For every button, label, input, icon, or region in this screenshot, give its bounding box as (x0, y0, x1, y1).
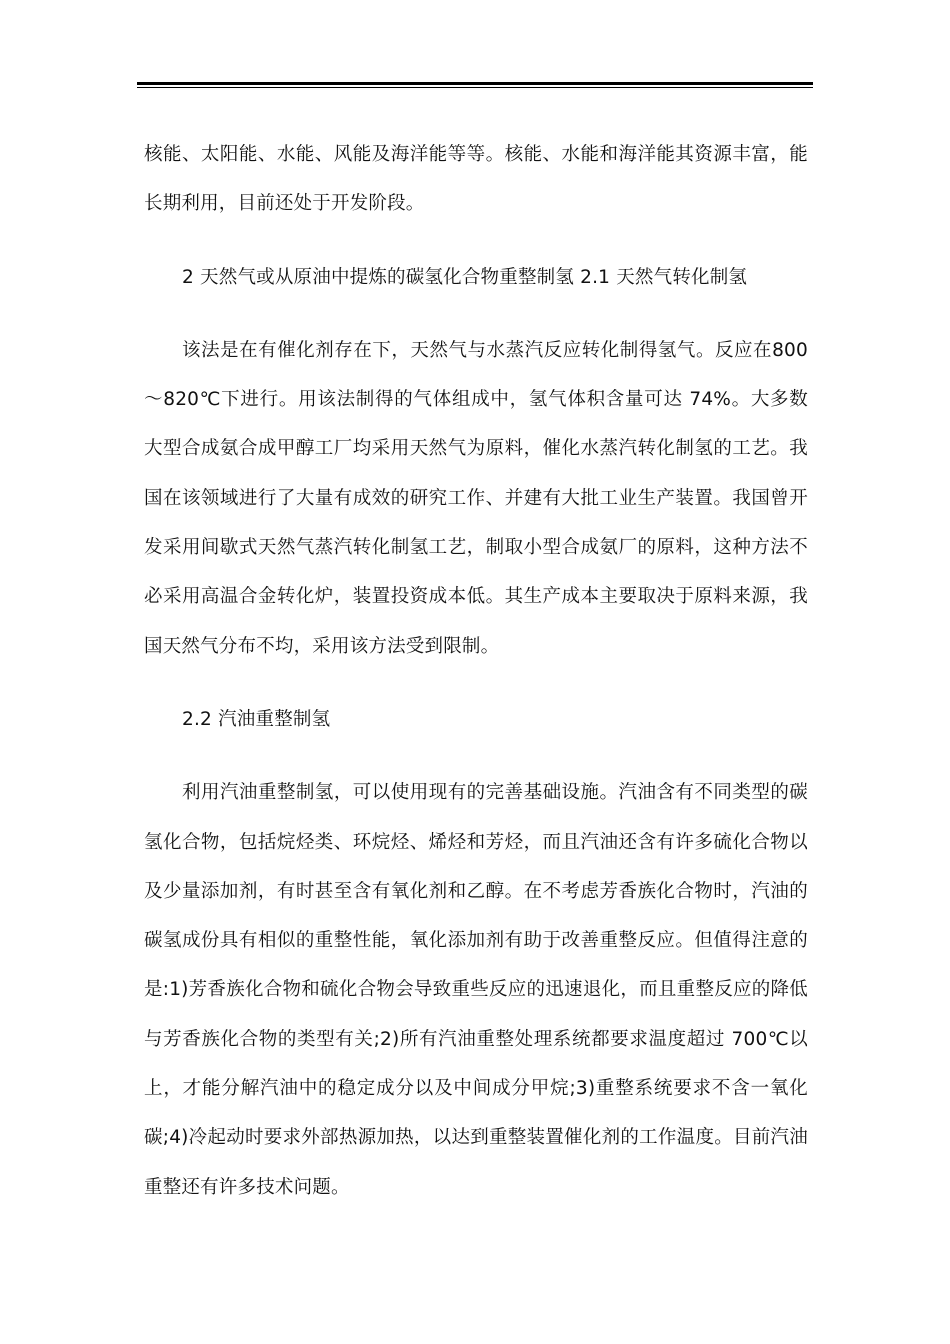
paragraph-natural-gas-reforming: 该法是在有催化剂存在下，天然气与水蒸汽反应转化制得氢气。反应在800～820℃下进行。用该法制得的气体组成中，氢气体积含量可达 74%。大多数大型合成氨合成甲醇工厂均采用天然气为原料，催化水蒸汽转化制氢的工艺。我国在该领域进行了大量有成效的研究工作、并建有大批工业生产装置。我国曾开发采用间歇式天然气蒸汽转化制氢工艺，制取小型合成氨厂的原料，这种方法不必采用高温合金转化炉，装置投资成本低。其生产成本主要取决于原料来源，我国天然气分布不均，采用该方法受到限制。 (144, 339, 808, 657)
paragraph-gasoline-reforming: 利用汽油重整制氢，可以使用现有的完善基础设施。汽油含有不同类型的碳氢化合物，包括烷烃类、环烷烃、烯烃和芳烃，而且汽油还含有许多硫化合物以及少量添加剂，有时甚至含有氧化剂和乙醇。在不考虑芳香族化合物时，汽油的碳氢成份具有相似的重整性能，氧化添加剂有助于改善重整反应。但值得注意的是:1)芳香族化合物和硫化合物会导致重些反应的迅速退化，而且重整反应的降低与芳香族化合物的类型有关;2)所有汽油重整处理系统都要求温度超过 700℃以上，才能分解汽油中的稳定成分以及中间成分甲烷;3)重整系统要求不含一氧化碳;4)冷起动时要求外部热源加热，以达到重整装置催化剂的工作温度。目前汽油重整还有许多技术问题。 (144, 782, 808, 1198)
header-rule-thin (137, 87, 813, 88)
header-rule-thick (137, 82, 813, 85)
section-heading-2-2-gasoline: 2.2 汽油重整制氢 (182, 708, 331, 730)
section-heading-2-natural-gas: 2 天然气或从原油中提炼的碳氢化合物重整制氢 2.1 天然气转化制氢 (182, 266, 748, 288)
document-body (144, 130, 808, 1212)
paragraph-energy-sources: 核能、太阳能、水能、风能及海洋能等等。核能、水能和海洋能其资源丰富，能长期利用，目前还处于开发阶段。 (144, 144, 808, 215)
